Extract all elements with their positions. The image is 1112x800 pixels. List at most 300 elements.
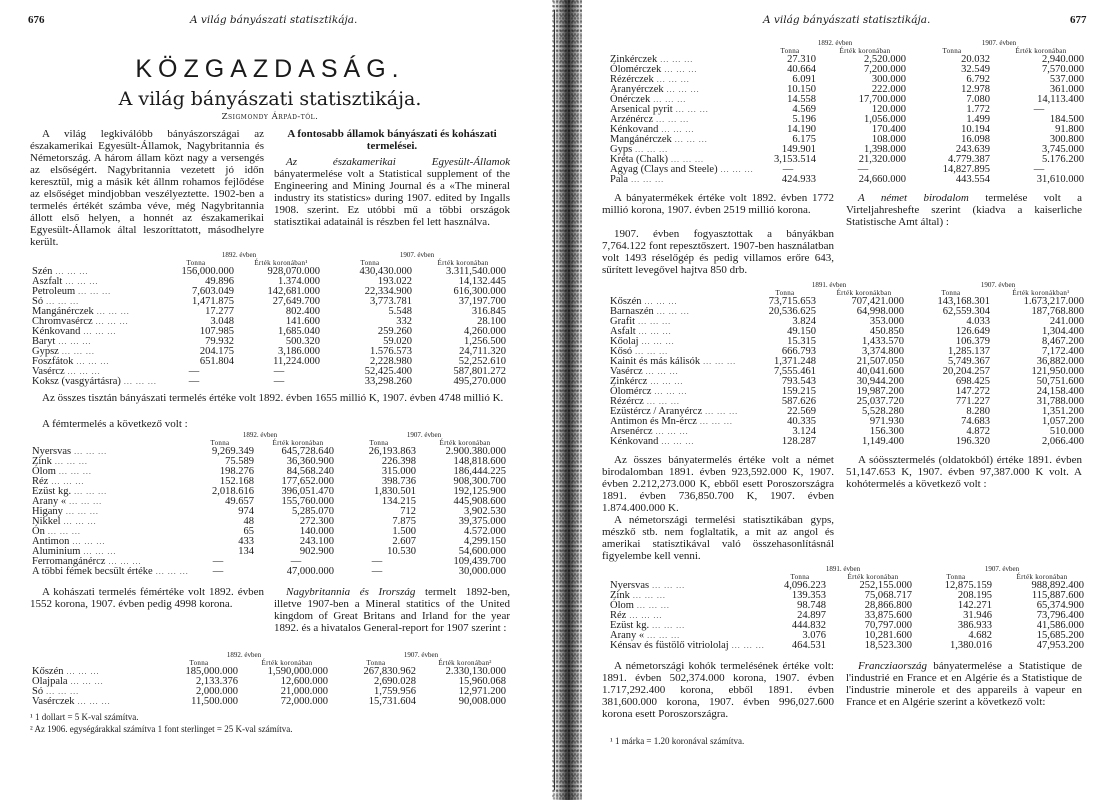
cell-value: 21,320.000 [858, 154, 906, 165]
cell-value: 64,998.000 [856, 306, 904, 317]
cell-value: 537.000 [1049, 74, 1084, 85]
year-header: 1891. évben [811, 281, 847, 289]
row-label [32, 566, 189, 577]
column-header: Tonna [941, 289, 961, 297]
column-header: Tonna [210, 439, 230, 447]
cell-value: 7.875 [392, 516, 416, 527]
cell-value: 36,360.900 [286, 456, 334, 467]
cell-value: 70,797.000 [864, 620, 912, 631]
row-label [610, 135, 760, 145]
cell-value: 16.098 [961, 134, 990, 145]
cell-value: 208.195 [957, 590, 992, 601]
footnote-right-1: ¹ 1 márka = 1.20 koronával számítva. [610, 736, 745, 746]
leader-dots: ... ... ... [120, 377, 157, 386]
cell-value: 464.531 [791, 640, 826, 651]
smelting-value-text: A németországi kohók termelésének értéke volt: 1891. évben 502,374.000 korona, 1907. évben 1.717,292.400 korona, ebből 1891. évben 381,600.000 korona, 1907. évben 996,027.600 korona esett Poroszországra. [602, 660, 834, 720]
explosives-paragraph [602, 228, 834, 276]
row-label-text: Nikkel [32, 516, 61, 527]
column-header: Tonna [780, 47, 800, 55]
cell-value: 5,749.367 [948, 356, 990, 367]
year-header: 1907. évben [399, 251, 435, 259]
cell-value: 495,270.000 [453, 376, 506, 387]
table-row [610, 437, 1088, 447]
cell-value: 802.400 [285, 306, 320, 317]
row-label [610, 641, 770, 651]
cell-value: 1,149.400 [862, 436, 904, 447]
table-row [610, 135, 1088, 145]
cell-value: 40.664 [787, 64, 816, 75]
row-label-text: Kréta (Chalk) [610, 154, 669, 165]
leader-dots: ... ... ... [43, 297, 80, 306]
cell-value: 73,715.653 [768, 296, 816, 307]
cell-value: 1,830.501 [374, 486, 416, 497]
row-label-text: Kénkovand [610, 124, 659, 135]
cell-value: 143,168.301 [937, 296, 990, 307]
row-label-text: Réz [610, 610, 627, 621]
row-label [610, 165, 760, 175]
row-label-text: Chromvasércz [32, 316, 93, 327]
cell-value: 155,760.000 [281, 496, 334, 507]
leader-dots: ... ... ... [626, 611, 663, 620]
cell-value: 5.548 [388, 306, 412, 317]
leader-dots: ... ... ... [71, 447, 108, 456]
column-header: Tonna [775, 289, 795, 297]
cell-value: 24,158.400 [1036, 386, 1084, 397]
cell-value: 1.576.573 [370, 346, 412, 357]
cell-value: 17,700.000 [858, 94, 906, 105]
leader-dots: ... ... ... [633, 601, 670, 610]
row-label-text: Baryt [32, 336, 56, 347]
cell-value: 7,555.461 [774, 366, 816, 377]
metal-intro-text: A fémtermelés a következő volt : [42, 418, 188, 430]
cell-value: 74.683 [961, 416, 990, 427]
total-paragraph [30, 392, 510, 404]
table-row [32, 377, 510, 387]
row-label-text: Antimon és Mn-ércz [610, 416, 697, 427]
year-header: 1892. évben [221, 251, 257, 259]
row-label-text: Nyersvas [610, 580, 650, 591]
cell-value: 12.978 [961, 84, 990, 95]
cell-value: 1,256.500 [464, 336, 506, 347]
leader-dots: ... ... ... [635, 317, 672, 326]
year-header: 1907. évben [403, 651, 439, 659]
footnote-1: ¹ 1 dollart = 5 K-val számítva. [30, 712, 139, 722]
cell-value: 1,351.200 [1042, 406, 1084, 417]
leader-dots: ... ... ... [642, 367, 679, 376]
cell-value: 49.150 [787, 326, 816, 337]
table-germany-mining [610, 282, 1088, 447]
cell-value: 222.000 [871, 84, 906, 95]
cell-value: — [212, 556, 224, 567]
row-label-text: Pala [610, 174, 629, 185]
leader-dots: ... ... ... [64, 367, 101, 376]
cell-value: 147.272 [955, 386, 990, 397]
table-row [32, 267, 510, 277]
column-header: Érték koronában [437, 259, 489, 267]
cell-value: 1.500 [392, 526, 416, 537]
leader-dots: ... ... ... [92, 317, 129, 326]
cell-value: 243.100 [299, 536, 334, 547]
cell-value: 14,132.445 [458, 276, 506, 287]
cell-value: 20,204.257 [942, 366, 990, 377]
table-row [610, 165, 1088, 175]
cell-value: 19,987.200 [856, 386, 904, 397]
cell-value: 500.320 [285, 336, 320, 347]
cell-value: 28.100 [477, 316, 506, 327]
leader-dots: ... ... ... [672, 105, 709, 114]
cell-value: 31,788.000 [1036, 396, 1084, 407]
table-row [610, 55, 1088, 65]
table-uk [32, 652, 510, 707]
running-title-text: A világ bányászati statisztikája. [190, 14, 358, 26]
cell-value: 152.168 [219, 476, 254, 487]
cell-value: 4.569 [792, 104, 816, 115]
row-label [610, 591, 770, 601]
cell-value: 106.379 [955, 336, 990, 347]
row-label-text: Gypsz [32, 346, 59, 357]
cell-value: 3.076 [802, 630, 826, 641]
row-label-text: Aluminium [32, 546, 81, 557]
cell-value: 353.000 [869, 316, 904, 327]
smelting-value-paragraph [602, 660, 834, 720]
cell-value: 974 [238, 506, 254, 517]
leader-dots: ... ... ... [69, 537, 106, 546]
cell-value: 6.091 [792, 74, 816, 85]
cell-value: 1.499 [966, 114, 990, 125]
leader-dots: ... ... ... [650, 95, 687, 104]
cell-value: 316.845 [471, 306, 506, 317]
cell-value: 140.000 [299, 526, 334, 537]
row-label-text: Antimon [32, 536, 70, 547]
cell-value: 300.800 [1049, 134, 1084, 145]
table-row [610, 75, 1088, 85]
table-row [610, 357, 1088, 367]
leader-dots: ... ... ... [55, 337, 92, 346]
cell-value: 177,652.000 [281, 476, 334, 487]
cell-value: 31,610.000 [1036, 174, 1084, 185]
cell-value: 7,603.049 [192, 286, 234, 297]
cell-value: 65,374.900 [1036, 600, 1084, 611]
row-label-text: Foszfátok [32, 356, 74, 367]
table-row [32, 317, 510, 327]
cell-value: 2,000.000 [196, 686, 238, 697]
table-row [32, 687, 510, 697]
cell-value: 11,224.000 [273, 356, 320, 367]
france-italic: Francziaország [858, 660, 928, 672]
cell-value: 33,875.600 [864, 610, 912, 621]
cell-value: 4.033 [966, 316, 990, 327]
leader-dots: ... ... ... [644, 631, 681, 640]
footnote-2: ² Az 1906. egységárakkal számítva 1 font sterlinget = 25 K-val számítva. [30, 724, 293, 734]
row-label-text: Szén [32, 266, 53, 277]
cell-value: 186,444.225 [453, 466, 506, 477]
table-row [32, 337, 510, 347]
leader-dots: ... ... ... [649, 581, 686, 590]
cell-value: 396,051.470 [281, 486, 334, 497]
cell-value: 272.300 [299, 516, 334, 527]
cell-value: 40.335 [787, 416, 816, 427]
row-label-text: Zinkércz [610, 376, 648, 387]
cell-value: 24,711.320 [459, 346, 506, 357]
cell-value: 3,186.000 [278, 346, 320, 357]
column-header: Érték koronában [1015, 47, 1067, 55]
cell-value: 49.657 [225, 496, 254, 507]
table-row [32, 327, 510, 337]
cell-value: — [371, 556, 383, 567]
cell-value: 587,801.272 [453, 366, 506, 377]
row-label [610, 581, 770, 591]
table-row [32, 477, 510, 487]
cell-value: 12,600.000 [280, 676, 328, 687]
cell-value: 398.736 [381, 476, 416, 487]
table-row [32, 697, 510, 707]
cell-value: 41,586.000 [1036, 620, 1084, 631]
cell-value: 10.194 [961, 124, 990, 135]
cell-value: 14,113.400 [1037, 94, 1084, 105]
cell-value: 12,875.159 [944, 580, 992, 591]
table-row [32, 347, 510, 357]
leader-dots: ... ... ... [635, 327, 672, 336]
right-page [580, 0, 1112, 800]
cell-value: 241.000 [1049, 316, 1084, 327]
row-label-text: Ólom [32, 466, 56, 477]
leader-dots: ... ... ... [632, 347, 669, 356]
row-label-text: Só [32, 296, 44, 307]
cell-value: 1,056.000 [864, 114, 906, 125]
cell-value: 184.500 [1049, 114, 1084, 125]
table-row [32, 287, 510, 297]
row-label-text: Ezüst kg. [32, 486, 72, 497]
row-label-text: Higany [32, 506, 63, 517]
row-label [610, 601, 770, 611]
cell-value: 5,285.070 [292, 506, 334, 517]
table-row [610, 85, 1088, 95]
table-germany-smelting [610, 566, 1088, 651]
leader-dots: ... ... ... [728, 641, 765, 650]
cell-value: 443.554 [955, 174, 990, 185]
smelting-paragraph [30, 586, 264, 610]
cell-value: 315.000 [381, 466, 416, 477]
row-label-text: Ferromangánércz [32, 556, 106, 567]
cell-value: 3.048 [210, 316, 234, 327]
leader-dots: ... ... ... [663, 85, 700, 94]
table-row [610, 317, 1088, 327]
cell-value: 5,528.280 [862, 406, 904, 417]
cell-value: — [212, 566, 224, 577]
table-row [610, 377, 1088, 387]
cell-value: 156.300 [869, 426, 904, 437]
row-label [32, 287, 154, 297]
leader-dots: ... ... ... [43, 687, 80, 696]
leader-dots: ... ... ... [62, 277, 99, 286]
cell-value: 8,467.200 [1042, 336, 1084, 347]
cell-value: — [371, 566, 383, 577]
cell-value: 20,536.625 [768, 306, 816, 317]
row-label-text: Grafit [610, 316, 636, 327]
table-usa-metals [32, 432, 510, 577]
table-row [32, 567, 510, 577]
cell-value: — [273, 366, 285, 377]
intro-paragraph [30, 128, 264, 248]
leader-dots: ... ... ... [643, 397, 680, 406]
row-label-text: Ezüst kg. [610, 620, 650, 631]
cell-value: 40,041.600 [856, 366, 904, 377]
cell-value: 109,439.700 [453, 556, 506, 567]
cell-value: 48 [243, 516, 254, 527]
row-label-text: Zinkérczek [610, 54, 658, 65]
cell-value: 49.896 [205, 276, 234, 287]
leader-dots: ... ... ... [657, 55, 694, 64]
cell-value: 84,568.240 [286, 466, 334, 477]
cell-value: 1,371.248 [774, 356, 816, 367]
leader-dots: ... ... ... [74, 697, 111, 706]
cell-value: 1.673,217.000 [1023, 296, 1084, 307]
year-header: 1892. évben [242, 431, 278, 439]
cell-value: 9,269.349 [212, 446, 254, 457]
row-label-text: Vasércz [32, 366, 65, 377]
cell-value: 1,380.016 [950, 640, 992, 651]
table-usa-mining [32, 252, 510, 387]
leader-dots: ... ... ... [658, 125, 695, 134]
page-number-text: 676 [28, 14, 45, 26]
cell-value: 300.000 [871, 74, 906, 85]
cell-value: 3.311,540.000 [446, 266, 506, 277]
cell-value: 793.543 [781, 376, 816, 387]
leader-dots: ... ... ... [653, 307, 690, 316]
leader-dots: ... ... ... [658, 437, 695, 446]
leader-dots: ... ... ... [58, 347, 95, 356]
cell-value: 52,425.400 [364, 366, 412, 377]
cell-value: 10.150 [787, 84, 816, 95]
table-row [610, 175, 1088, 185]
column-header: Tonna [189, 659, 209, 667]
leader-dots: ... ... ... [649, 621, 686, 630]
cell-value: 54,600.000 [458, 546, 506, 557]
cell-value: 7,172.400 [1042, 346, 1084, 357]
cell-value: 25,037.720 [856, 396, 904, 407]
cell-value: 14.558 [787, 94, 816, 105]
row-label-text: Kőolaj [610, 336, 639, 347]
table-row [610, 387, 1088, 397]
cell-value: 12,971.200 [458, 686, 506, 697]
cell-value: 3.124 [792, 426, 816, 437]
cell-value: 4.779.387 [948, 154, 990, 165]
column-header: Érték koronában [272, 439, 324, 447]
cell-value: 15,960.068 [458, 676, 506, 687]
cell-value: 2,018.616 [212, 486, 254, 497]
cell-value: 27,649.700 [272, 296, 320, 307]
cell-value: 444.832 [791, 620, 826, 631]
row-label-text: Kénkovand [32, 326, 81, 337]
cell-value: 27.310 [787, 54, 816, 65]
cell-value: 332 [396, 316, 412, 327]
cell-value: 30,944.200 [856, 376, 904, 387]
cell-value: 185,000.000 [185, 666, 238, 677]
row-label-text: Arsenical pyrit [610, 104, 673, 115]
column-header: Érték koronában [1016, 573, 1068, 581]
cell-value: 15,731.604 [368, 696, 416, 707]
table-uk-continued [610, 40, 1088, 185]
row-label [32, 517, 182, 527]
cell-value: 21,507.050 [856, 356, 904, 367]
cell-value: 26,193.863 [368, 446, 416, 457]
cell-value: 10.530 [387, 546, 416, 557]
leader-dots: ... ... ... [641, 297, 678, 306]
cell-value: 115,887.600 [1031, 590, 1084, 601]
cell-value: 139.353 [791, 590, 826, 601]
cell-value: 32.549 [961, 64, 990, 75]
cell-value: 28,866.800 [864, 600, 912, 611]
cell-value: 259.260 [377, 326, 412, 337]
cell-value: 2.900.380.000 [445, 446, 506, 457]
cell-value: 33,298.260 [364, 376, 412, 387]
cell-value: 1,759.956 [374, 686, 416, 697]
cell-value: 31.946 [963, 610, 992, 621]
column-header: Tonna [942, 47, 962, 55]
table-row [32, 487, 510, 497]
cell-value: 187,768.800 [1031, 306, 1084, 317]
leader-dots: ... ... ... [93, 307, 130, 316]
cell-value: 386.933 [957, 620, 992, 631]
cell-value: 3,374.800 [862, 346, 904, 357]
cell-value: 698.425 [955, 376, 990, 387]
total-text: Az összes tisztán bányászati termelés értéke volt 1892. évben 1655 millió K, 1907. évben 4748 millió K. [42, 392, 504, 404]
cell-value: 4.572.000 [464, 526, 506, 537]
row-label-text: Ólomércz [610, 386, 652, 397]
cell-value: — [857, 164, 869, 175]
cell-value: — [1033, 164, 1045, 175]
cell-value: 3,902.530 [464, 506, 506, 517]
cell-value: 2,133.376 [196, 676, 238, 687]
cell-value: 142.271 [957, 600, 992, 611]
running-title-left [190, 14, 357, 26]
column-header: Érték koronában [439, 439, 491, 447]
cell-value: 192,125.900 [453, 486, 506, 497]
year-header: 1891. évben [825, 565, 861, 573]
cell-value: 37,197.700 [458, 296, 506, 307]
leader-dots: ... ... ... [67, 677, 104, 686]
leader-dots: ... ... ... [105, 557, 142, 566]
cell-value: 20.032 [961, 54, 990, 65]
table-row [610, 307, 1088, 317]
cell-value: 148,818.600 [453, 456, 506, 467]
table-row [610, 417, 1088, 427]
cell-value: 902.900 [299, 546, 334, 557]
page-binding-gutter [552, 0, 582, 800]
cell-value: 39,375.000 [458, 516, 506, 527]
column-header: Érték koronákban¹ [1012, 289, 1070, 297]
section-title: KÖZGAZDASÁG. [135, 55, 405, 83]
leader-dots: ... ... ... [75, 287, 112, 296]
row-label [32, 447, 182, 457]
table-row [610, 611, 1088, 621]
cell-value: 712 [400, 506, 416, 517]
row-label-text: Aszfalt [32, 276, 63, 287]
cell-value: 2,066.400 [1042, 436, 1084, 447]
row-label-text: Olajpala [32, 676, 68, 687]
cell-value: 616,300.000 [453, 286, 506, 297]
cell-value: 50,751.600 [1036, 376, 1084, 387]
leader-dots: ... ... ... [653, 75, 690, 84]
cell-value: 134.215 [381, 496, 416, 507]
row-label [610, 175, 760, 185]
germany-total-text: Az összes bányatermelés értéke volt a német birodalomban 1891. évben 923,592.000 K, 1907. évben 2.212,273.000 K, ebből esett Poroszországra 1891. évben 736,850.700 K, 1907. évben 1.874.400.000 K. [602, 454, 834, 514]
row-label-text: Arany « [610, 630, 645, 641]
cell-value: 971.930 [869, 416, 904, 427]
cell-value: 645,728.640 [281, 446, 334, 457]
cell-value: 5.176.200 [1042, 154, 1084, 165]
cell-value: 15,685.200 [1036, 630, 1084, 641]
